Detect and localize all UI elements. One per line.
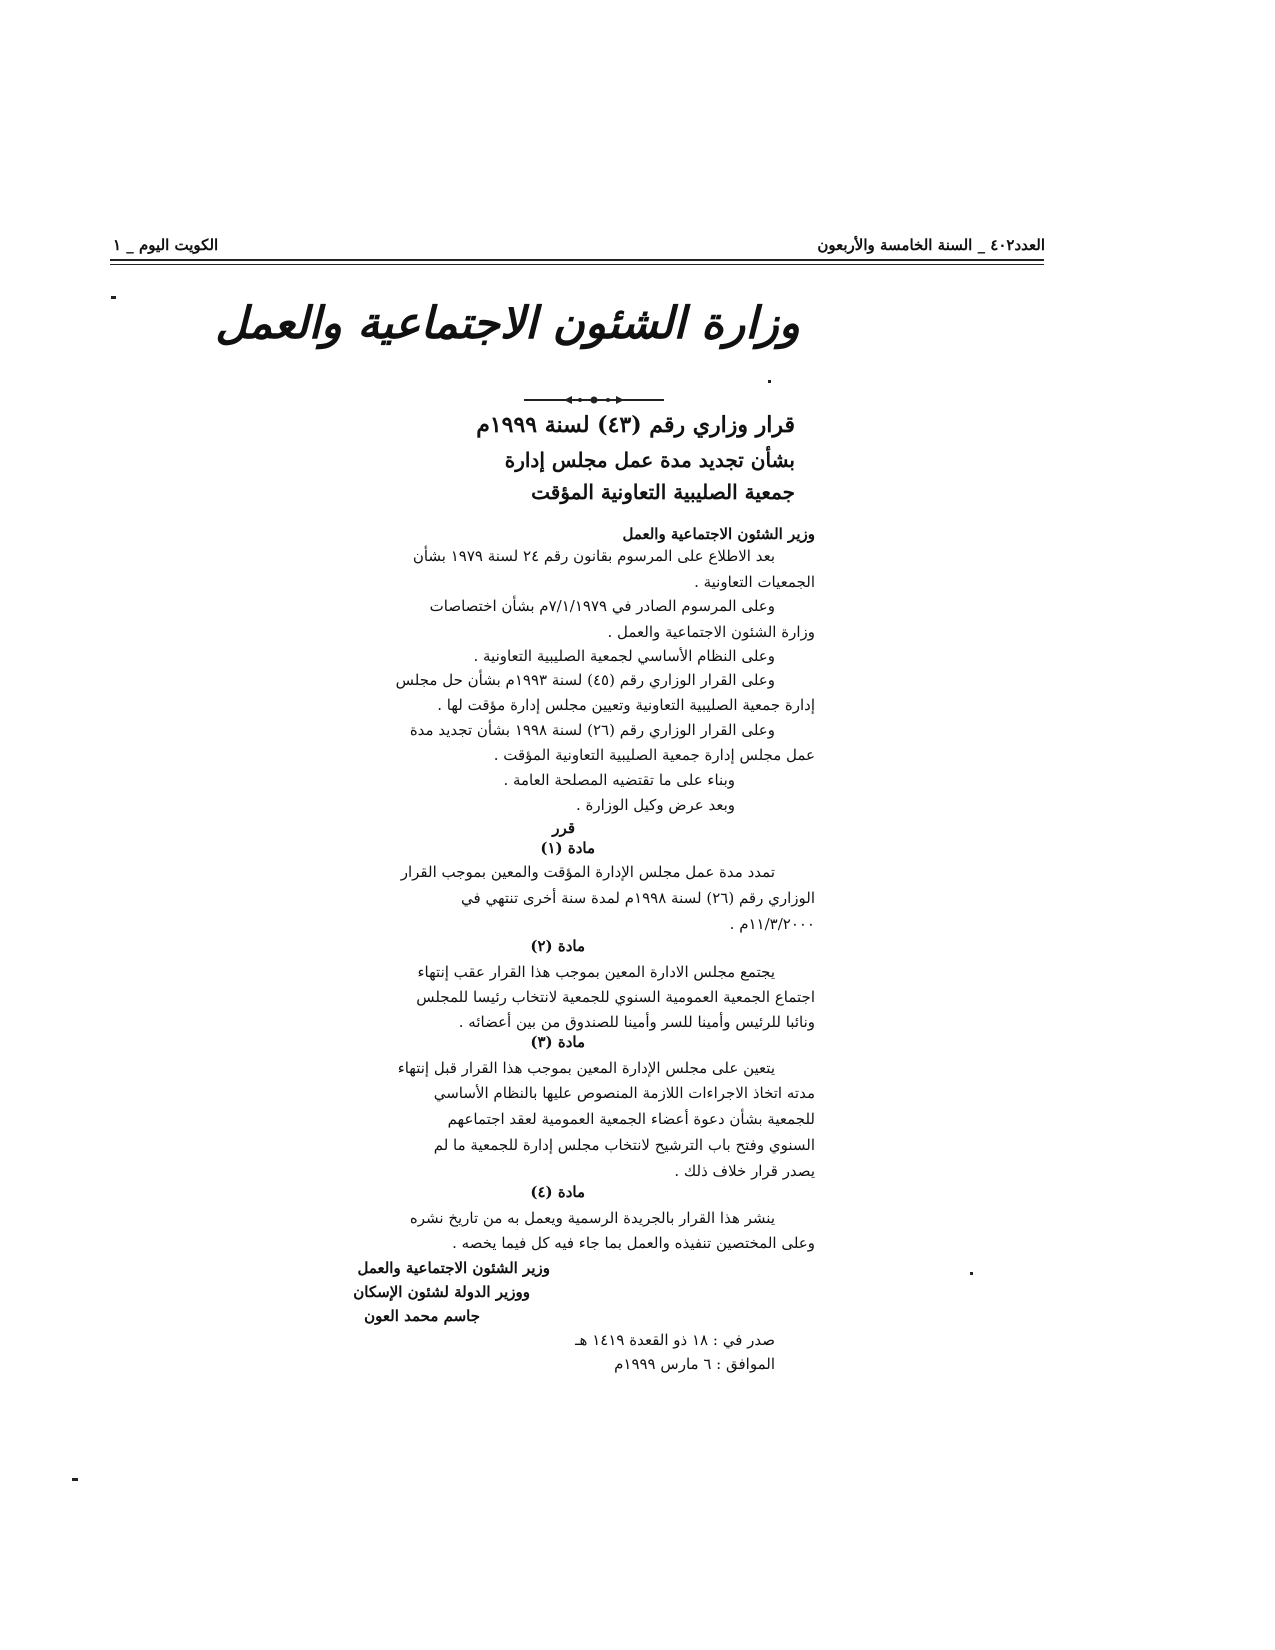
article-line: ونائبا للرئيس وأمينا للسر وأمينا للصندوق من بين أعضائه . xyxy=(458,1013,815,1031)
article-line: الوزاري رقم (٢٦) لسنة ١٩٩٨م لمدة سنة أخرى تنتهي في xyxy=(461,889,815,907)
preamble-line: بعد الاطلاع على المرسوم بقانون رقم ٢٤ لسنة ١٩٧٩ بشأن xyxy=(412,547,775,565)
preamble-line: وبناء على ما تقتضيه المصلحة العامة . xyxy=(503,771,735,789)
article-heading: مادة (٢) xyxy=(530,937,585,955)
decision-subject-line: بشأن تجديد مدة عمل مجلس إدارة xyxy=(504,448,795,472)
article-heading: مادة (٤) xyxy=(530,1183,585,1201)
article-line: اجتماع الجمعية العمومية السنوي للجمعية لانتخاب رئيسا للمجلس xyxy=(416,988,815,1006)
preamble-line: عمل مجلس إدارة جمعية الصليبية التعاونية المؤقت . xyxy=(493,746,815,764)
signatory-title: وزير الشئون الاجتماعية والعمل xyxy=(357,1259,550,1277)
article-line: وعلى المختصين تنفيذه والعمل بما جاء فيه كل فيما يخصه . xyxy=(452,1234,815,1252)
signatory-title: ووزير الدولة لشئون الإسكان xyxy=(353,1283,530,1301)
article-line: للجمعية بشأن دعوة أعضاء الجمعية العمومية لعقد اجتماعهم xyxy=(447,1110,815,1128)
preamble-line: وزارة الشئون الاجتماعية والعمل . xyxy=(607,623,815,641)
scan-speck xyxy=(72,1478,78,1481)
article-line: تمدد مدة عمل مجلس الإدارة المؤقت والمعين بموجب القرار xyxy=(400,863,775,881)
preamble-line: وبعد عرض وكيل الوزارة . xyxy=(575,796,735,814)
article-line: ١١/٣/٢٠٠٠م . xyxy=(729,915,815,933)
preamble-line: إدارة جمعية الصليبية التعاونية وتعيين مجلس إدارة مؤقت لها . xyxy=(437,696,815,714)
scan-speck xyxy=(768,380,771,383)
publication-name-header: الكويت اليوم _ ١ xyxy=(113,236,219,254)
article-line: السنوي وفتح باب الترشيح لانتخاب مجلس إدارة للجمعية ما لم xyxy=(433,1136,815,1154)
scan-speck xyxy=(111,296,116,299)
preamble-line: وعلى القرار الوزاري رقم (٢٦) لسنة ١٩٩٨ بشأن تجديد مدة xyxy=(409,721,775,739)
header-rule xyxy=(110,259,1044,261)
decision-title: قرار وزاري رقم (٤٣) لسنة ١٩٩٩م xyxy=(476,412,795,438)
decided-heading: قرر xyxy=(552,819,575,837)
ministry-title: وزارة الشئون الاجتماعية والعمل xyxy=(215,298,800,349)
preamble-line: وعلى القرار الوزاري رقم (٤٥) لسنة ١٩٩٣م بشأن حل مجلس xyxy=(395,671,775,689)
decision-subject-line: جمعية الصليبية التعاونية المؤقت xyxy=(531,480,795,504)
issue-date: صدر في : ١٨ ذو القعدة ١٤١٩ هـ xyxy=(575,1331,775,1349)
article-heading: مادة (١) xyxy=(540,839,595,857)
corresponding-date: الموافق : ٦ مارس ١٩٩٩م xyxy=(614,1355,775,1373)
scan-speck xyxy=(970,1272,973,1275)
ornament-divider xyxy=(524,394,664,406)
article-line: يتعين على مجلس الإدارة المعين بموجب هذا القرار قبل إنتهاء xyxy=(397,1059,775,1077)
preamble-line: الجمعيات التعاونية . xyxy=(694,573,815,591)
signatory-name: جاسم محمد العون xyxy=(364,1307,480,1325)
preamble-line: وعلى النظام الأساسي لجمعية الصليبية التعاونية . xyxy=(473,647,775,665)
article-line: ينشر هذا القرار بالجريدة الرسمية ويعمل به من تاريخ نشره xyxy=(409,1209,775,1227)
article-heading: مادة (٣) xyxy=(530,1033,585,1051)
issue-number-header: العدد٤٠٢ _ السنة الخامسة والأربعون xyxy=(817,236,1045,254)
article-line: مدته اتخاذ الاجراءات اللازمة المنصوص عليها بالنظام الأساسي xyxy=(433,1084,815,1102)
minister-heading: وزير الشئون الاجتماعية والعمل xyxy=(622,525,815,543)
preamble-line: وعلى المرسوم الصادر في ٧/١/١٩٧٩م بشأن اختصاصات xyxy=(429,597,775,615)
header-rule-thin xyxy=(110,264,1044,265)
article-line: يجتمع مجلس الادارة المعين بموجب هذا القرار عقب إنتهاء xyxy=(417,963,775,981)
article-line: يصدر قرار خلاف ذلك . xyxy=(674,1162,815,1180)
